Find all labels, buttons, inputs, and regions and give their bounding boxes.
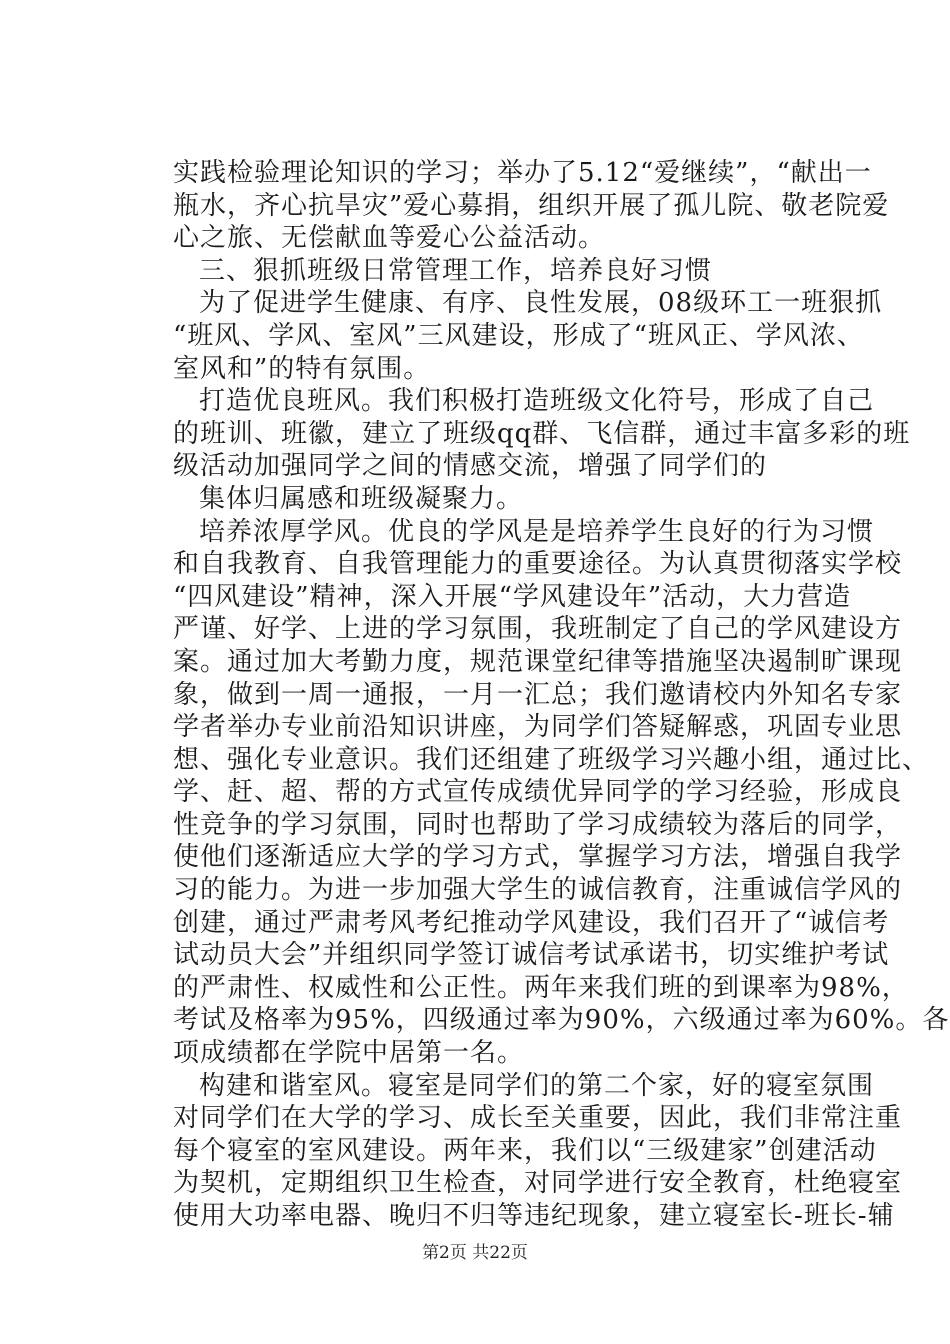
text-line: 打造优良班风。我们积极打造班级文化符号，形成了自己 [199,386,875,416]
text-line: 级活动加强同学之间的情感交流，增强了同学们的 [173,451,768,481]
text-line: 案。通过加大考勤力度，规范课堂纪律等措施坚决遏制旷课现 [173,647,903,677]
text-line: 和自我教育、自我管理能力的重要途径。为认真贯彻落实学校 [173,549,903,579]
text-line: 的班训、班徽，建立了班级qq群、飞信群，通过丰富多彩的班 [173,419,911,449]
text-line: 象，做到一周一通报，一月一汇总；我们邀请校内外知名专家 [173,680,903,710]
text-line: 学、赶、超、帮的方式宣传成绩优异同学的学习经验，形成良 [173,777,903,807]
text-line: 创建，通过严肃考风考纪推动学风建设，我们召开了“诚信考 [173,908,890,938]
text-line: 对同学们在大学的学习、成长至关重要，因此，我们非常注重 [173,1103,903,1133]
section-heading: 三、狠抓班级日常管理工作，培养良好习惯 [199,256,713,286]
text-line: “四风建设”精神，深入开展“学风建设年”活动，大力营造 [173,582,852,612]
text-line: 室风和”的特有氛围。 [173,354,431,384]
text-line: 使他们逐渐适应大学的学习方式，掌握学习方法，增强自我学 [173,842,903,872]
text-line: 严谨、好学、上进的学习氛围，我班制定了自己的学风建设方 [173,614,903,644]
text-line: 集体归属感和班级凝聚力。 [199,484,524,514]
text-line: 使用大功率电器、晚归不归等违纪现象，建立寝室长-班长-辅 [173,1201,895,1231]
text-line: “班风、学风、室风”三风建设，形成了“班风正、学风浓、 [173,321,864,351]
text-line: 为了促进学生健康、有序、良性发展，08级环工一班狠抓 [199,288,883,318]
text-line: 的严肃性、权威性和公正性。两年来我们班的到课率为98%， [173,973,909,1003]
text-line: 想、强化专业意识。我们还组建了班级学习兴趣小组，通过比、 [173,745,930,775]
text-line: 每个寝室的室风建设。两年来，我们以“三级建家”创建活动 [173,1136,877,1166]
text-line: 项成绩都在学院中居第一名。 [173,1038,525,1068]
text-line: 瓶水，齐心抗旱灾”爱心募捐，组织开展了孤儿院、敬老院爱 [173,191,890,221]
page-footer: 第2页 共22页 [422,1243,528,1263]
text-line: 培养浓厚学风。优良的学风是是培养学生良好的行为习惯 [199,517,875,547]
text-line: 实践检验理论知识的学习；举办了5.12“爱继续”，“献出一 [173,158,872,188]
text-line: 考试及格率为95%，四级通过率为90%，六级通过率为60%。各 [173,1005,950,1035]
text-line: 学者举办专业前沿知识讲座，为同学们答疑解惑，巩固专业思 [173,712,903,742]
text-line: 试动员大会”并组织同学签订诚信考试承诺书，切实维护考试 [173,940,890,970]
text-line: 为契机，定期组织卫生检查，对同学进行安全教育，杜绝寝室 [173,1168,903,1198]
text-line: 习的能力。为进一步加强大学生的诚信教育，注重诚信学风的 [173,875,903,905]
text-line: 心之旅、无偿献血等爱心公益活动。 [173,223,606,253]
text-line: 构建和谐室风。寝室是同学们的第二个家，好的寝室氛围 [199,1071,875,1101]
text-line: 性竞争的学习氛围，同时也帮助了学习成绩较为落后的同学， [173,810,903,840]
